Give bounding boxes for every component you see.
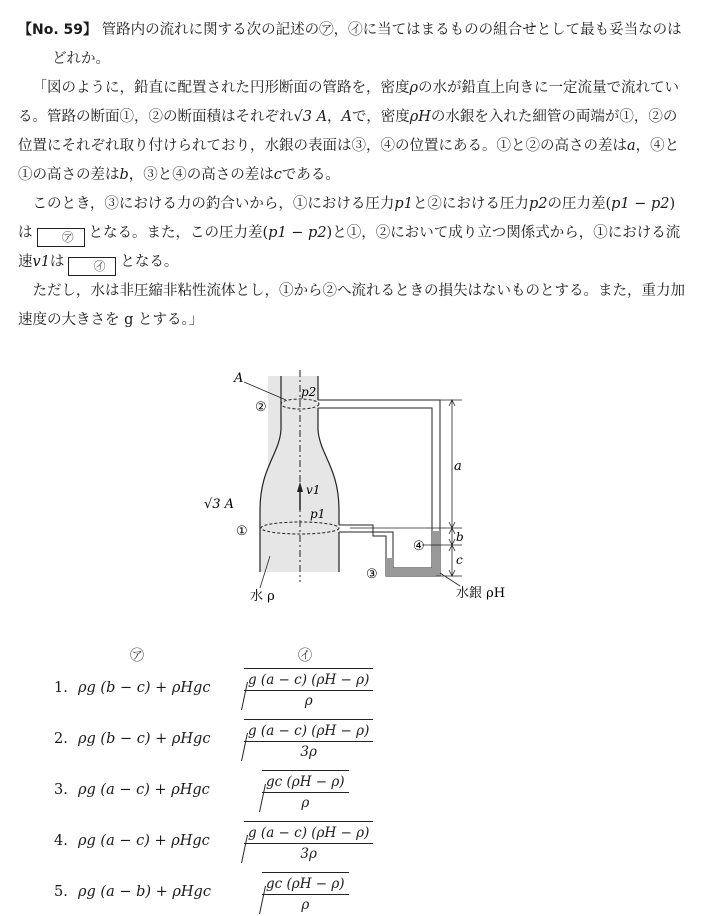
label-4: ④: [413, 539, 425, 554]
option-blank-b: [250, 872, 349, 915]
option-number: 3.: [54, 782, 68, 798]
sqrt-sign: [232, 821, 373, 864]
label-mercury: 水銀 ρH: [456, 586, 506, 601]
fraction-numerator: gc (ρH − ρ): [262, 874, 349, 895]
mercury-left: [386, 558, 393, 576]
fraction-denominator: ρ: [304, 693, 313, 709]
option-number: 4.: [54, 833, 68, 849]
option-blank-b: [232, 668, 373, 711]
paragraph-3: ただし，水は非圧縮非粘性流体とし，①から②へ流れるときの損失はないものとする。また，重力加速度の大きさを g とする。」: [18, 283, 685, 328]
fraction-denominator: ρ: [301, 795, 310, 811]
label-water: 水 ρ: [250, 589, 275, 604]
sqrt-sign: [232, 719, 373, 762]
sqrt-sign: [250, 872, 349, 915]
label-v1: v1: [306, 483, 321, 497]
label-1: ①: [236, 524, 248, 539]
option-blank-a: ρg (a − b) + ρHgc: [78, 884, 211, 900]
label-3: ③: [366, 567, 378, 582]
sqrt-sign: [232, 668, 373, 711]
option-number: 5.: [54, 884, 68, 900]
question-text: [18, 16, 686, 335]
option-blank-b: [232, 719, 373, 762]
answer-option-2[interactable]: [54, 719, 674, 763]
pipe-manometer-figure: [200, 360, 520, 620]
label-c: c: [456, 553, 463, 567]
question-stem: 【No. 59】 管路内の流れに関する次の記述の㋐，㋑に当てはまるものの組合せとして最も妥当なのはどれか。: [18, 22, 682, 67]
answer-option-3[interactable]: [54, 770, 674, 814]
label-a: a: [454, 459, 462, 474]
paragraph-1: 「図のように，鉛直に配置された円形断面の管路を，密度ρの水が鉛直上向きに一定流量で流れている。管路の断面①，②の断面積はそれぞれ√3 A，Aで，密度ρHの水銀を入れた細管の両端が①，②の位置にそれぞれ取り付けられており，水銀の表面は③，④の位置にある。①と②の高さの差はa，④と①の高さの差はb，③と④の高さの差はcである。: [18, 80, 680, 183]
option-blank-b: [250, 770, 349, 813]
fraction-numerator: gc (ρH − ρ): [262, 772, 349, 793]
option-blank-b: [232, 821, 373, 864]
blank-b-box: ㋑: [68, 257, 116, 276]
fraction-denominator: ρ: [301, 897, 310, 913]
column-header-b: ㋑: [298, 648, 312, 664]
label-A: A: [234, 371, 244, 386]
fraction-denominator: 3ρ: [300, 744, 317, 760]
mercury-bottom: [386, 568, 440, 576]
option-blank-a: ρg (a − c) + ρHgc: [78, 782, 210, 798]
column-header-a: ㋐: [130, 648, 144, 664]
blank-a-box: ㋐: [37, 228, 85, 247]
question-number: 【No. 59】: [18, 22, 98, 38]
sqrt-sign: [250, 770, 349, 813]
label-p1: p1: [310, 507, 326, 521]
answer-option-1[interactable]: [54, 668, 674, 712]
fraction-numerator: g (a − c) (ρH − ρ): [244, 823, 373, 844]
label-p2: p2: [301, 385, 317, 399]
label-2: ②: [255, 400, 267, 415]
fraction-denominator: 3ρ: [300, 846, 317, 862]
option-number: 2.: [54, 731, 68, 747]
option-blank-a: ρg (a − c) + ρHgc: [78, 833, 210, 849]
answer-option-4[interactable]: [54, 821, 674, 865]
option-number: 1.: [54, 680, 68, 696]
answer-option-5[interactable]: [54, 872, 674, 916]
paragraph-2: このとき，③における力の釣合いから，①における圧力p1と②における圧力p2の圧力差(p1 − p2)は ㋐ となる。また，この圧力差(p1 − p2)と①，②において成り立つ関係式から，①における流速v1は ㋑ となる。: [18, 190, 686, 277]
option-blank-a: ρg (b − c) + ρHgc: [78, 731, 211, 747]
fraction-numerator: g (a − c) (ρH − ρ): [244, 721, 373, 742]
label-sqrt3A: √3 A: [204, 497, 235, 512]
label-b: b: [456, 530, 464, 544]
option-blank-a: ρg (b − c) + ρHgc: [78, 680, 211, 696]
fraction-numerator: g (a − c) (ρH − ρ): [244, 670, 373, 691]
